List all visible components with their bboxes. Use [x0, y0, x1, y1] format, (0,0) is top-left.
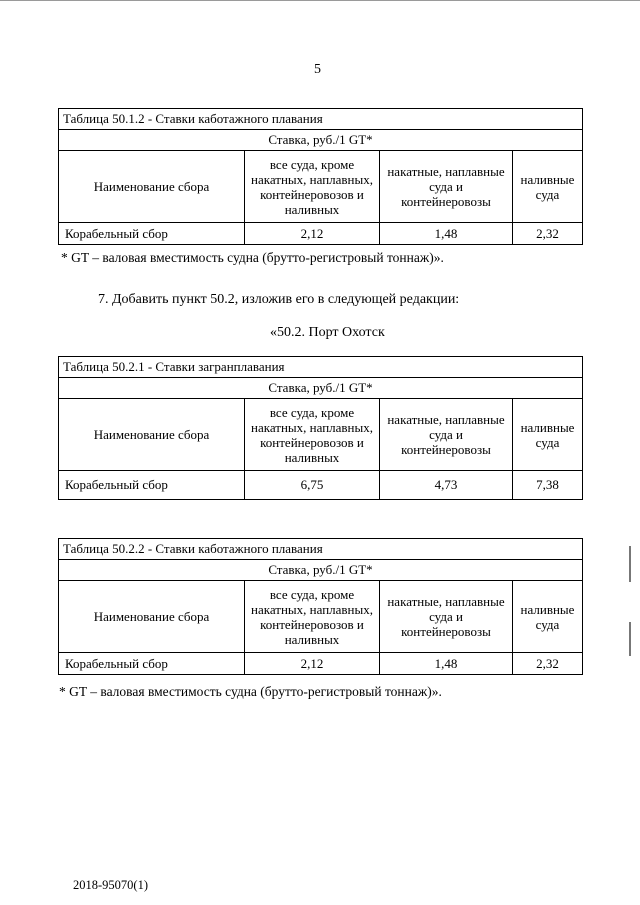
value-tankers: 2,32	[513, 223, 583, 245]
table-caption: Таблица 50.1.2 - Ставки каботажного плавания	[59, 109, 583, 130]
scan-artifact	[629, 622, 631, 656]
rates-table-50-2-2	[58, 538, 583, 675]
col-header-roro-ships: накатные, наплавные суда и контейнеровозы	[380, 399, 513, 471]
col-header-roro-ships: накатные, наплавные суда и контейнеровозы	[380, 151, 513, 223]
document-code: 2018-95070(1)	[73, 878, 148, 892]
value-tankers: 2,32	[513, 653, 583, 675]
footnote: * GT – валовая вместимость судна (брутто-регистровый тоннаж)».	[59, 684, 442, 699]
col-header-tankers: наливные суда	[513, 581, 583, 653]
value-all-ships: 6,75	[245, 471, 380, 500]
fee-name-header: Наименование сбора	[59, 581, 245, 653]
row-fee-name: Корабельный сбор	[59, 653, 245, 675]
scan-top-border	[0, 0, 640, 1]
table-caption: Таблица 50.2.2 - Ставки каботажного плавания	[59, 539, 583, 560]
rate-header: Ставка, руб./1 GT*	[59, 560, 583, 581]
value-roro-ships: 1,48	[380, 223, 513, 245]
col-header-all-ships: все суда, кроме накатных, наплавных, контейнеровозов и наливных	[245, 399, 380, 471]
table-caption: Таблица 50.2.1 - Ставки загранплавания	[59, 357, 583, 378]
row-fee-name: Корабельный сбор	[59, 223, 245, 245]
scan-artifact	[629, 546, 631, 582]
page-number: 5	[314, 62, 321, 77]
port-subheading: «50.2. Порт Охотск	[270, 325, 385, 340]
col-header-tankers: наливные суда	[513, 151, 583, 223]
table-row	[59, 653, 583, 675]
col-header-tankers: наливные суда	[513, 399, 583, 471]
col-header-all-ships: все суда, кроме накатных, наплавных, контейнеровозов и наливных	[245, 151, 380, 223]
fee-name-header: Наименование сбора	[59, 399, 245, 471]
footnote: * GT – валовая вместимость судна (брутто-регистровый тоннаж)».	[61, 250, 444, 265]
table-row	[59, 471, 583, 500]
rate-header: Ставка, руб./1 GT*	[59, 130, 583, 151]
value-tankers: 7,38	[513, 471, 583, 500]
col-header-all-ships: все суда, кроме накатных, наплавных, контейнеровозов и наливных	[245, 581, 380, 653]
value-roro-ships: 1,48	[380, 653, 513, 675]
value-roro-ships: 4,73	[380, 471, 513, 500]
rates-table-50-1-2	[58, 108, 583, 245]
rate-header: Ставка, руб./1 GT*	[59, 378, 583, 399]
value-all-ships: 2,12	[245, 653, 380, 675]
fee-name-header: Наименование сбора	[59, 151, 245, 223]
table-row	[59, 223, 583, 245]
value-all-ships: 2,12	[245, 223, 380, 245]
col-header-roro-ships: накатные, наплавные суда и контейнеровозы	[380, 581, 513, 653]
row-fee-name: Корабельный сбор	[59, 471, 245, 500]
paragraph-7: 7. Добавить пункт 50.2, изложив его в следующей редакции:	[98, 292, 460, 307]
rates-table-50-2-1	[58, 356, 583, 500]
